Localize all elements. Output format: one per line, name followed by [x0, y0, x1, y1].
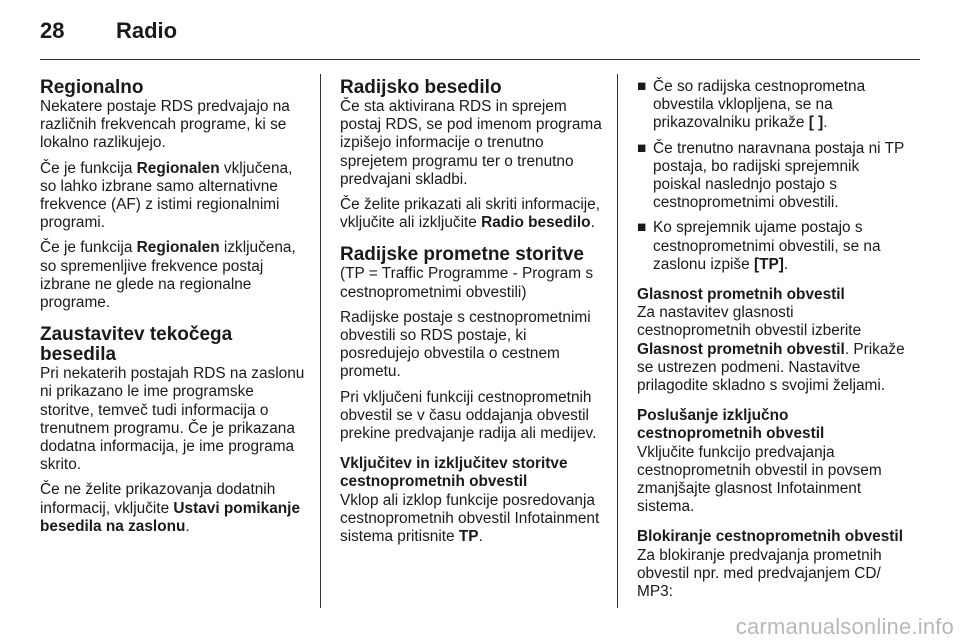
paragraph-radiotext-intro: Če sta aktivirana RDS in sprejem postaj RDS, se pod imenom programa izpišejo informacije o trenutno sprejetem programu ter o trenutno predvajani skladbi.: [340, 98, 602, 188]
paragraph-regional-intro: Nekatere postaje RDS predvajajo na različnih frekvencah programe, ki se lokalno razlikujejo.: [40, 98, 290, 152]
paragraph-volume: [637, 304, 905, 395]
column-1: [40, 78, 308, 543]
display-symbol: [TP]: [753, 255, 784, 273]
watermark: carmanualsonline.info: [735, 614, 954, 639]
text: .: [783, 255, 789, 273]
subheading-tp-onoff: Vključitev in izključitev storitve cestnoprometnih obvestil: [340, 455, 568, 491]
page-header: [40, 18, 177, 48]
text: Vklop ali izklop funkcije posredovanja cestnoprometnih obvestil Infotainment sistema pritisnite: [340, 491, 600, 546]
text: vključena, so lahko izbrane samo alternativne frekvence (AF) z istimi regionalnimi programi.: [40, 159, 293, 232]
text: Ko sprejemnik ujame postajo s cestnoprometnimi obvestili, se na zaslonu izpiše: [653, 219, 881, 273]
list-item: [637, 78, 905, 133]
paragraph-listen-only: Vključite funkcijo predvajanja cestnoprometnih obvestil in povsem zmanjšajte glasnost Infotainment sistema.: [637, 443, 882, 516]
heading-stop-scroll: Zaustavitev tekočega besedila: [40, 324, 233, 366]
chapter-title: Radio: [116, 18, 178, 43]
paragraph-tp-button: [340, 492, 608, 547]
heading-traffic-services: Radijske prometne storitve: [340, 244, 584, 266]
paragraph-tp-stations: Radijske postaje s cestnoprometnimi obvestili so RDS postaje, ki posredujejo obvestila o cestnem prometu.: [340, 308, 591, 381]
column-2: [340, 78, 608, 553]
bullet-icon: ■: [637, 219, 647, 237]
text: Za nastavitev glasnosti cestnoprometnih obvestil izberite: [637, 304, 862, 340]
text: .: [823, 114, 828, 132]
text: Če ne želite prikazovanja dodatnih informacij, vključite: [40, 481, 276, 517]
column-divider-2: [617, 74, 618, 608]
paragraph-tp-interrupt: Pri vključeni funkciji cestnoprometnih obvestil se v času oddajanja obvestil prekine predvajanje radija ali medijev.: [340, 388, 597, 443]
paragraph-radiotext-setting: [340, 196, 608, 232]
subheading-block: Blokiranje cestnoprometnih obvestil: [637, 528, 903, 546]
text: Če je funkcija: [40, 159, 137, 177]
subheading-listen-only: Poslušanje izključno cestnoprometnih obvestil: [637, 407, 825, 443]
column-divider-1: [320, 74, 321, 608]
setting-regional-label: Regionalen: [136, 159, 220, 177]
text: .: [590, 214, 595, 232]
list-item: [637, 140, 905, 213]
heading-radiotext: Radijsko besedilo: [340, 77, 502, 98]
paragraph-regional-on: [40, 160, 308, 233]
text: Če so radijska cestnoprometna obvestila vklopljena, se na prikazovalniku prikaže: [653, 78, 866, 132]
bullet-icon: ■: [637, 139, 647, 157]
tp-bullet-list: [637, 78, 905, 274]
paragraph-block: Za blokiranje predvajanja prometnih obvestil npr. med predvajanjem CD/ MP3:: [637, 546, 882, 601]
text: Če je funkcija: [40, 239, 137, 257]
setting-regional-label: Regionalen: [136, 239, 220, 257]
setting-stop-scroll-label: Ustavi pomikanje besedila na zaslonu: [40, 499, 301, 535]
list-item: [637, 219, 905, 274]
subheading-volume: Glasnost prometnih obvestil: [637, 286, 845, 304]
header-rule: [40, 59, 920, 60]
column-3: [637, 78, 905, 608]
text: . Prikaže se ustrezen podmeni. Nastavitve prilagodite skladno s svojimi željami.: [637, 340, 905, 395]
text: Če trenutno naravnana postaja ni TP postaja, bo radijski sprejemnik poiskal naslednjo postajo s cestnoprometnimi obvestili.: [653, 139, 904, 212]
tp-button-label: TP: [458, 528, 479, 546]
text: .: [185, 517, 190, 535]
bullet-icon: ■: [637, 78, 647, 95]
paragraph-tp-definition: (TP = Traffic Programme - Program s cestnoprometnimi obvestili): [340, 265, 594, 301]
paragraph-regional-off: [40, 239, 308, 312]
setting-radiotext-label: Radio besedilo: [481, 214, 591, 232]
text: izključena, so spremenljive frekvence postaj izbrane ne glede na regionalne programe.: [40, 239, 296, 312]
text: Če želite prikazati ali skriti informacije, vključite ali izključite: [340, 196, 601, 232]
text: .: [478, 528, 483, 546]
page-number: 28: [40, 18, 65, 43]
setting-volume-label: Glasnost prometnih obvestil: [637, 340, 845, 358]
display-symbol: [ ]: [808, 114, 824, 132]
paragraph-scroll-setting: [40, 481, 308, 536]
heading-regional: Regionalno: [40, 77, 144, 98]
paragraph-scroll-intro: Pri nekaterih postajah RDS na zaslonu ni prikazano le ime programske storitve, temveč tudi informacija o trenutnem programu. Če je prikazana dodatna informacija, je ime programa skrito.: [40, 365, 305, 474]
